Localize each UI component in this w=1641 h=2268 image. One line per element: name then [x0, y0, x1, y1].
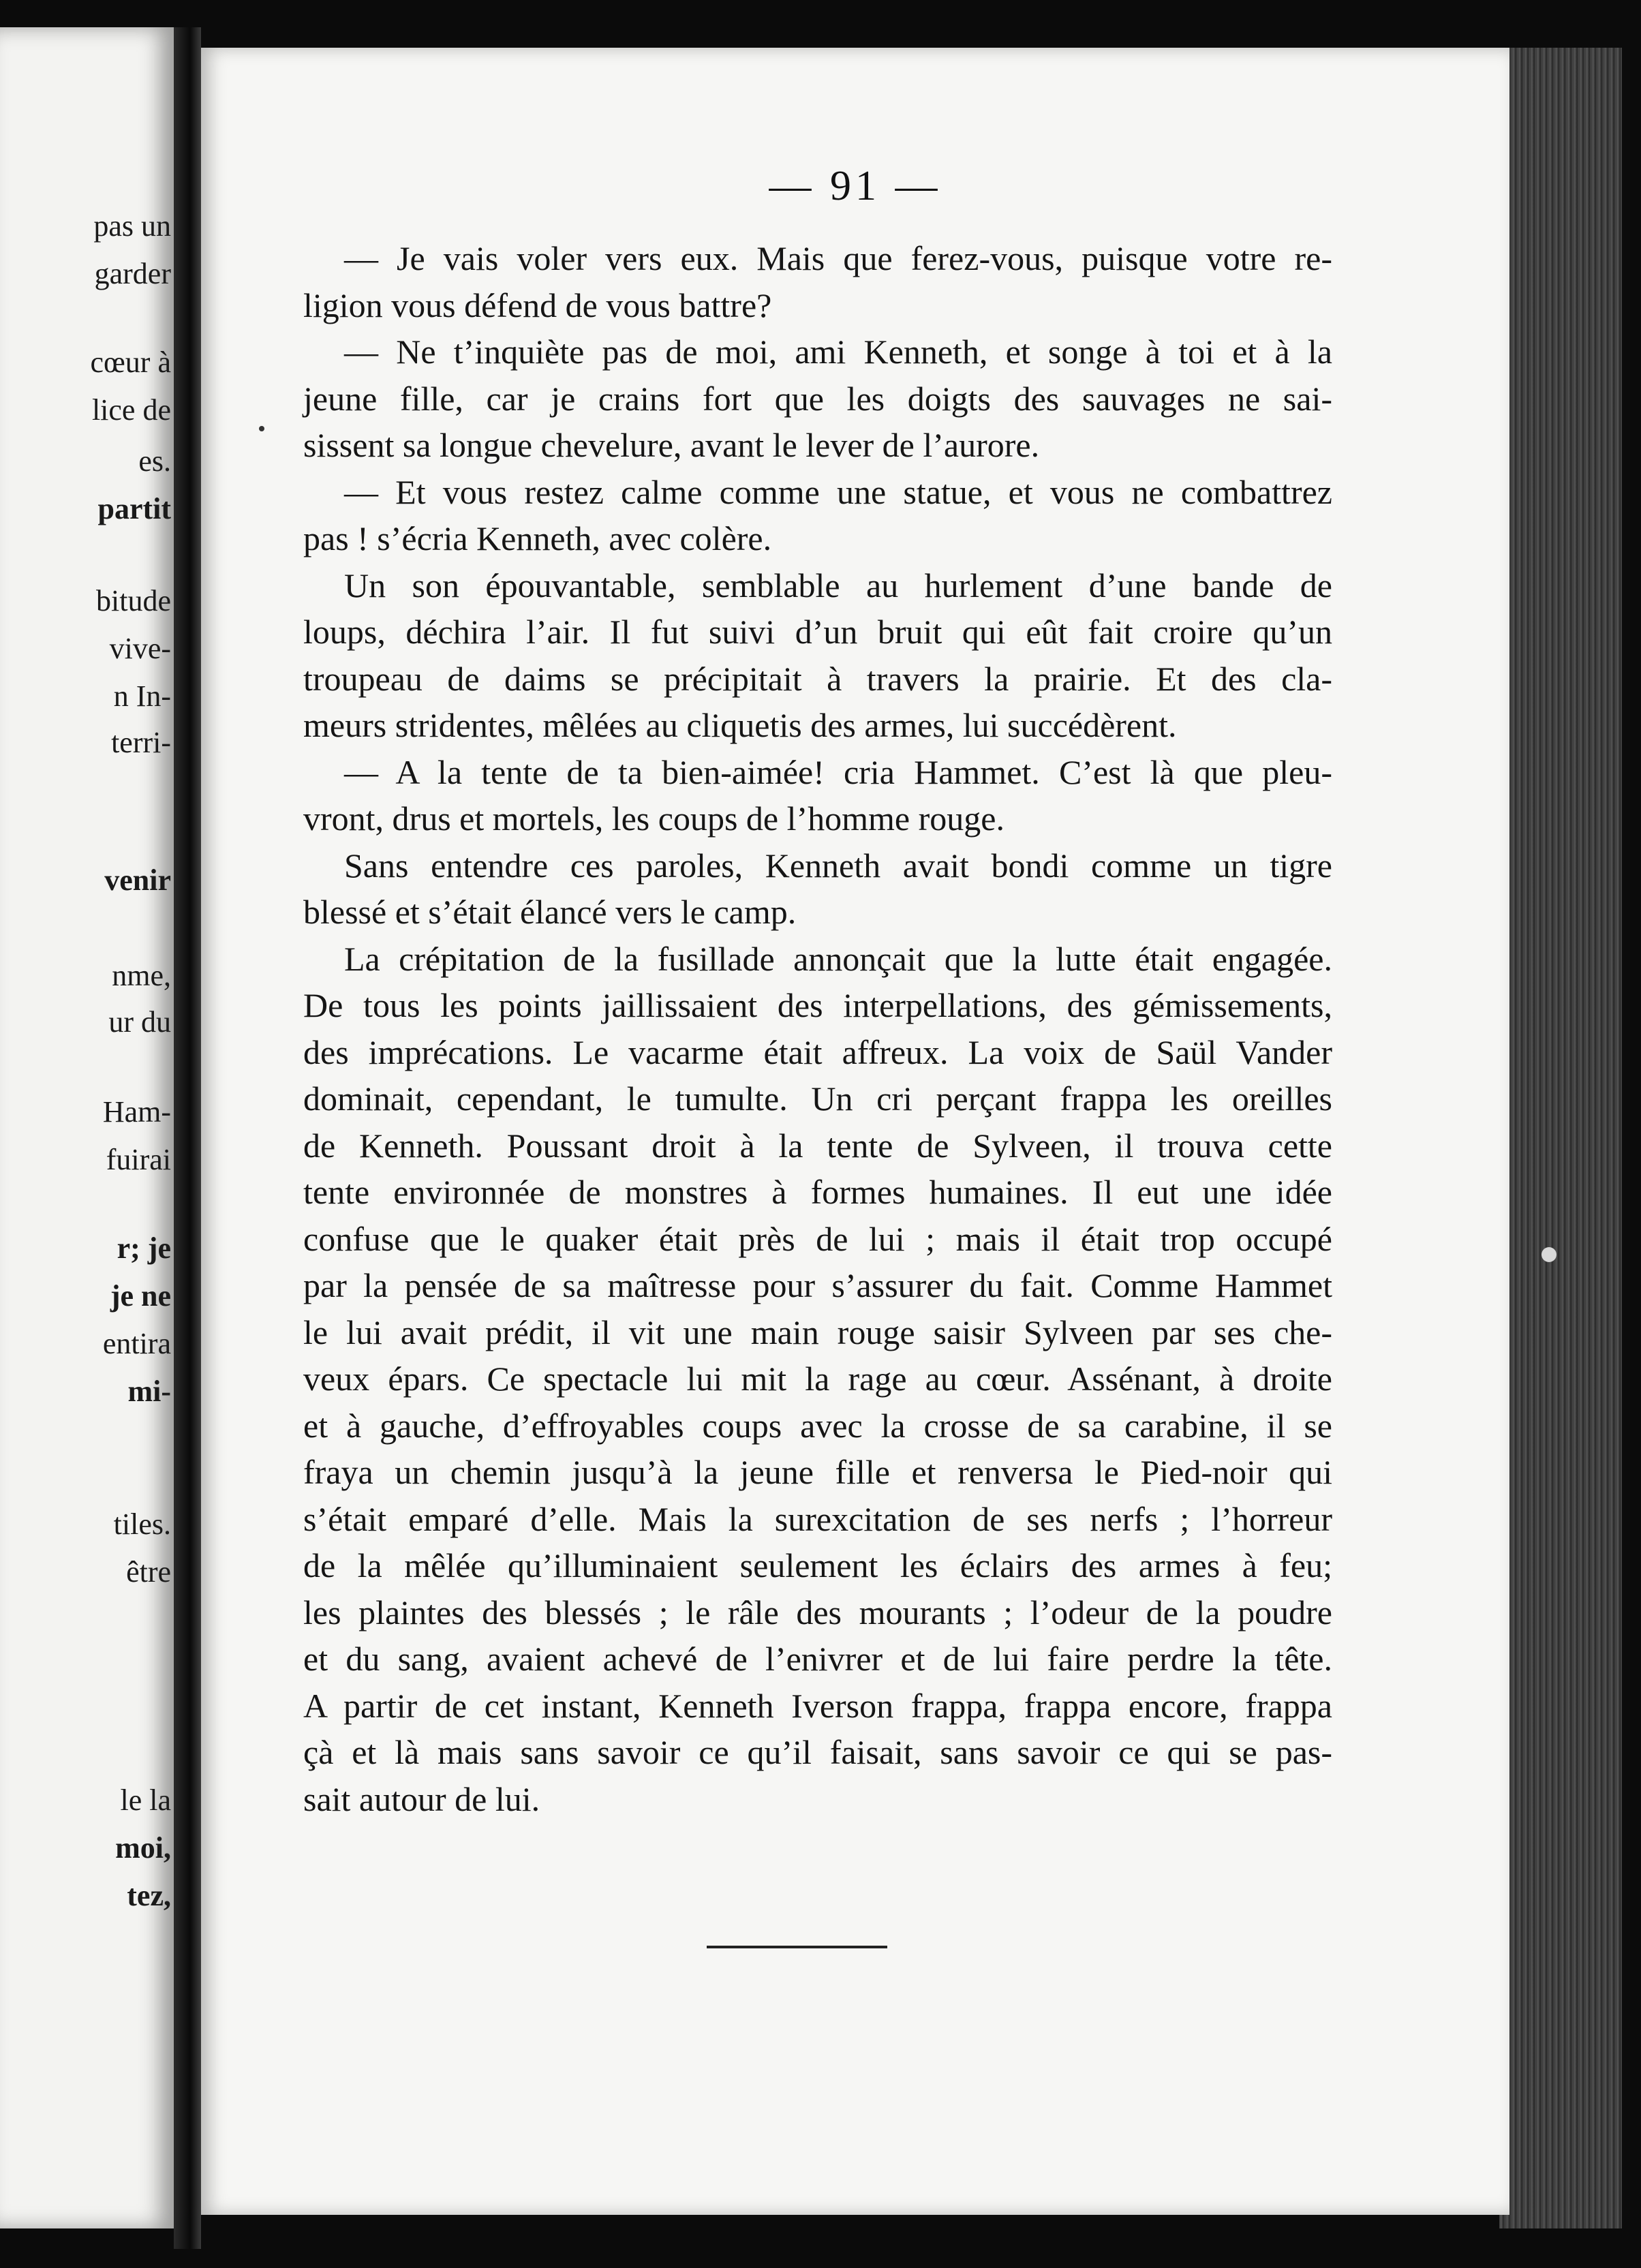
page-text-body	[303, 235, 1332, 1822]
text-line: par la pensée de sa maîtresse pour s’assurer du fait. Comme Hammet	[303, 1266, 1332, 1304]
left-page-line: nme,	[112, 959, 171, 992]
book-page	[201, 48, 1509, 2215]
text-line: des imprécations. Le vacarme était affreux. La voix de Saül Vander	[303, 1032, 1332, 1071]
text-line: — Je vais voler vers eux. Mais que ferez-vous, puisque votre re-	[344, 239, 1332, 277]
left-page-line: Ham-	[102, 1095, 171, 1129]
text-line: pas ! s’écria Kenneth, avec colère.	[303, 519, 772, 557]
text-line: çà et là mais sans savoir ce qu’il faisait, sans savoir ce qui se pas-	[303, 1733, 1332, 1771]
left-page-line: venir	[104, 863, 171, 897]
text-line: fraya un chemin jusqu’à la jeune fille et renversa le Pied-noir qui	[303, 1453, 1332, 1491]
text-line: veux épars. Ce spectacle lui mit la rage au cœur. Assénant, à droite	[303, 1360, 1332, 1398]
text-line: — Et vous restez calme comme une statue, et vous ne combattrez	[344, 472, 1332, 511]
text-line: jeune fille, car je crains fort que les doigts des sauvages ne sai-	[303, 379, 1332, 418]
left-facing-page	[0, 27, 174, 2228]
left-page-line: tiles.	[113, 1507, 171, 1541]
text-line: loups, déchira l’air. Il fut suivi d’un bruit qui eût fait croire qu’un	[303, 613, 1332, 651]
text-line: sait autour de lui.	[303, 1779, 540, 1818]
left-page-line: r; je	[117, 1231, 171, 1265]
text-line: les plaintes des blessés ; le râle des mourants ; l’odeur de la poudre	[303, 1593, 1332, 1631]
left-page-line: être	[126, 1555, 171, 1589]
text-line: dominait, cependant, le tumulte. Un cri perçant frappa les oreilles	[303, 1079, 1332, 1118]
left-page-line: moi,	[115, 1831, 171, 1865]
left-page-line: bitude	[96, 584, 171, 617]
text-line: A partir de cet instant, Kenneth Iverson frappa, frappa encore, frappa	[303, 1686, 1332, 1725]
text-line: — Ne t’inquiète pas de moi, ami Kenneth, et songe à toi et à la	[344, 333, 1332, 371]
text-line: — A la tente de ta bien-aimée! cria Hammet. C’est là que pleu-	[344, 752, 1332, 791]
left-page-line: tez,	[127, 1879, 171, 1912]
left-page-line: ur du	[108, 1005, 171, 1039]
left-page-line: terri-	[111, 726, 171, 759]
text-line: meurs stridentes, mêlées au cliquetis des armes, lui succédèrent.	[303, 706, 1177, 744]
text-line: vront, drus et mortels, les coups de l’homme rouge.	[303, 799, 1004, 838]
left-page-line: mi-	[127, 1375, 171, 1408]
paper-speck	[1542, 1247, 1556, 1262]
text-line: La crépitation de la fusillade annonçait que la lutte était engagée.	[344, 939, 1332, 978]
text-line: s’était emparé d’elle. Mais la surexcitation de ses nerfs ; l’horreur	[303, 1499, 1332, 1538]
text-line: confuse que le quaker était près de lui ; mais il était trop occupé	[303, 1219, 1332, 1258]
text-line: de la mêlée qu’illuminaient seulement les éclairs des armes à feu;	[303, 1546, 1332, 1584]
ink-speck	[259, 426, 264, 431]
left-page-line: entira	[102, 1327, 171, 1360]
text-line: troupeau de daims se précipitait à travers la prairie. Et des cla-	[303, 659, 1332, 698]
left-page-line: vive-	[109, 632, 171, 665]
text-line: sissent sa longue chevelure, avant le lever de l’aurore.	[303, 426, 1040, 464]
text-line: ligion vous défend de vous battre?	[303, 286, 772, 324]
left-page-line: garder	[94, 257, 171, 290]
left-page-line: es.	[138, 444, 171, 478]
page-edges	[1499, 48, 1622, 2228]
text-line: le lui avait prédit, il vit une main rouge saisir Sylveen par ses che-	[303, 1313, 1332, 1351]
left-page-line: partit	[97, 492, 171, 525]
text-line: De tous les points jaillissaient des interpellations, des gémissements,	[303, 986, 1332, 1024]
text-line: Un son épouvantable, semblable au hurlement d’une bande de	[344, 566, 1332, 604]
page-number: — 91 —	[769, 163, 942, 209]
text-line: blessé et s’était élancé vers le camp.	[303, 893, 797, 931]
end-rule	[707, 1946, 887, 1948]
text-line: de Kenneth. Poussant droit à la tente de Sylveen, il trouva cette	[303, 1126, 1332, 1165]
left-page-line: cœur à	[90, 346, 171, 379]
text-line: tente environnée de monstres à formes humaines. Il eut une idée	[303, 1173, 1332, 1211]
left-page-line: n In-	[113, 679, 171, 713]
left-page-line: pas un	[93, 209, 171, 243]
text-line: et à gauche, d’effroyables coups avec la crosse de sa carabine, il se	[303, 1406, 1332, 1445]
text-line: et du sang, avaient achevé de l’enivrer et de lui faire perdre la tête.	[303, 1640, 1332, 1678]
left-page-line: le la	[120, 1783, 171, 1817]
left-page-line: lice de	[91, 393, 171, 427]
left-page-line: fuirai	[106, 1143, 171, 1176]
book-gutter	[174, 27, 201, 2249]
text-line: Sans entendre ces paroles, Kenneth avait bondi comme un tigre	[344, 846, 1332, 885]
left-page-line: je ne	[110, 1279, 171, 1313]
